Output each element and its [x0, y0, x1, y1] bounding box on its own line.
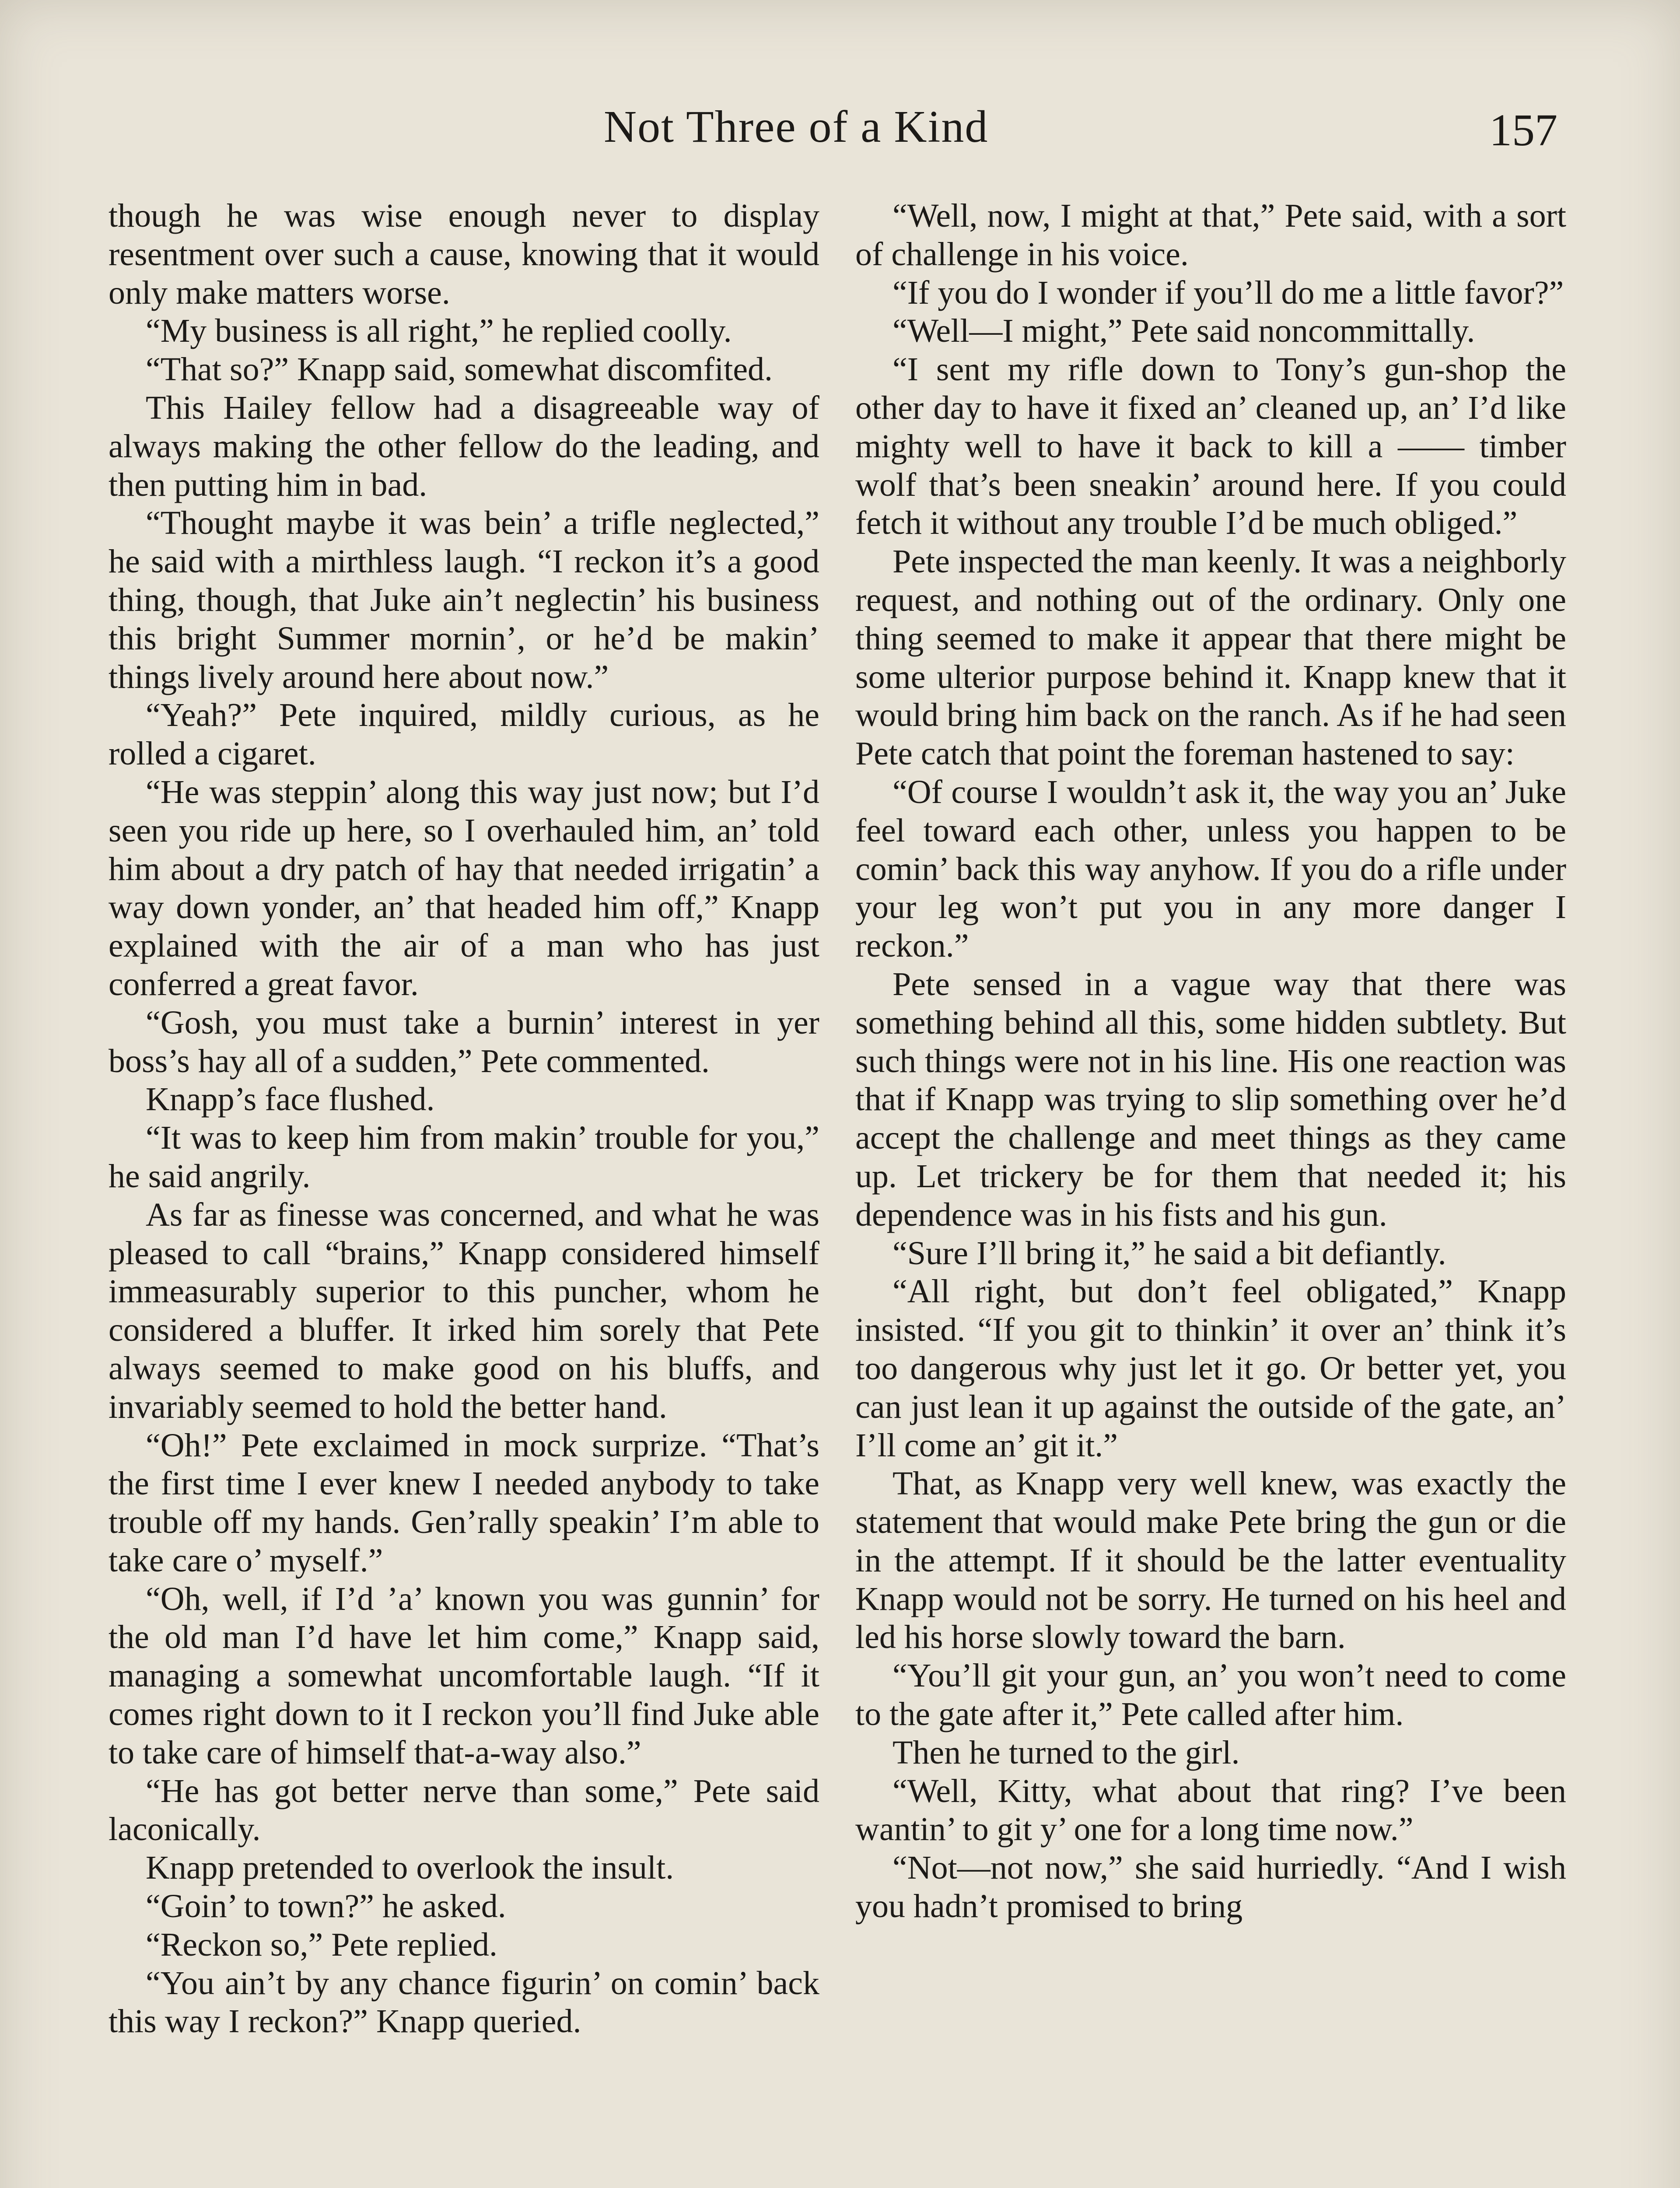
paragraph: “Not—not now,” she said hurriedly. “And I wish you hadn’t promised to bring [855, 1849, 1566, 1925]
page-header [0, 94, 1680, 160]
running-title: Not Three of a Kind [604, 102, 989, 152]
paragraph: “If you do I wonder if you’ll do me a little favor?” [892, 274, 1564, 311]
paragraph: “Oh, well, if I’d ’a’ known you was gunnin’ for the old man I’d have let him come,” Knapp said, managing a somewhat uncomfortable laugh. “If it comes right down to it I reckon you’ll find Juke able to take care of himself that-a-way also.” [108, 1580, 819, 1771]
paragraph: “All right, but don’t feel obligated,” Knapp insisted. “If you git to thinkin’ it over an’ think it’s too dangerous why just let it go. Or better yet, you can just lean it up against the outside of the gate, an’ I’ll come an’ git it.” [855, 1273, 1566, 1464]
page-number: 157 [1489, 105, 1558, 155]
paragraph: “He has got better nerve than some,” Pete said laconically. [108, 1772, 819, 1848]
paragraph: As far as finesse was concerned, and what he was pleased to call “brains,” Knapp considered himself immeasurably superior to this puncher, whom he considered a bluffer. It irked him sorely that Pete always seemed to make good on his bluffs, and invariably seemed to hold the better hand. [108, 1196, 819, 1425]
paragraph: Pete inspected the man keenly. It was a neighborly request, and nothing out of the ordinary. Only one thing seemed to make it appear that there might be some ulterior purpose behind it. Knapp knew that it would bring him back on the ranch. As if he had seen Pete catch that point the foreman hastened to say: [855, 543, 1566, 772]
paragraph: That, as Knapp very well knew, was exactly the statement that would make Pete bring the gun or die in the attempt. If it should be the latter eventuality Knapp would not be sorry. He turned on his heel and led his horse slowly toward the barn. [855, 1465, 1566, 1656]
paragraph: “Well—I might,” Pete said noncommittally. [892, 312, 1475, 350]
paragraph: “Thought maybe it was bein’ a trifle neglected,” he said with a mirthless laugh. “I reckon it’s a good thing, though, that Juke ain’t neglectin’ his business this bright Summer mornin’, or he’d be makin’ things lively around here about now.” [108, 505, 819, 695]
paragraph: Then he turned to the girl. [892, 1734, 1240, 1771]
paragraph: “It was to keep him from makin’ trouble for you,” he said angrily. [108, 1119, 819, 1195]
paragraph: “He was steppin’ along this way just now; but I’d seen you ride up here, so I overhauled him, an’ told him about a dry patch of hay that needed irrigatin’ a way down yonder, an’ that headed him off,” Knapp explained with the air of a man who has just conferred a great favor. [108, 773, 819, 1003]
paragraph: “Gosh, you must take a burnin’ interest in yer boss’s hay all of a sudden,” Pete commented. [108, 1004, 819, 1080]
paragraph: “Reckon so,” Pete replied. [146, 1926, 498, 1963]
right-column [855, 197, 1566, 1926]
paragraph: “You ain’t by any chance figurin’ on comin’ back this way I reckon?” Knapp queried. [108, 1964, 819, 2040]
paragraph: This Hailey fellow had a disagreeable way of always making the other fellow do the leading, and then putting him in bad. [108, 389, 819, 503]
paragraph: “Well, now, I might at that,” Pete said, with a sort of challenge in his voice. [855, 197, 1566, 273]
paragraph: Knapp’s face flushed. [146, 1081, 435, 1118]
paragraph: “I sent my rifle down to Tony’s gun-shop the other day to have it fixed an’ cleaned up, an’ I’d like mighty well to have it back to kill a —— timber wolf that’s been sneakin’ around here. If you could fetch it without any trouble I’d be much obliged.” [855, 351, 1566, 542]
paragraph: Knapp pretended to overlook the insult. [146, 1849, 674, 1886]
paragraph: Pete sensed in a vague way that there was something behind all this, some hidden subtlety. But such things were not in his line. His one reaction was that if Knapp was trying to slip something over he’d accept the challenge and meet things as they came up. Let trickery be for them that needed it; his dependence was in his fists and his gun. [855, 965, 1566, 1233]
left-column [108, 197, 819, 2041]
paragraph: “Yeah?” Pete inquired, mildly curious, as he rolled a cigaret. [108, 697, 819, 772]
paragraph: though he was wise enough never to display resentment over such a cause, knowing that it would only make matters worse. [108, 197, 819, 311]
paragraph: “You’ll git your gun, an’ you won’t need to come to the gate after it,” Pete called after him. [855, 1657, 1566, 1733]
paragraph: “Well, Kitty, what about that ring? I’ve been wantin’ to git y’ one for a long time now.” [855, 1772, 1566, 1848]
paragraph: “My business is all right,” he replied coolly. [146, 312, 732, 350]
paragraph: “That so?” Knapp said, somewhat discomfited. [146, 351, 773, 388]
paragraph: “Oh!” Pete exclaimed in mock surprize. “That’s the first time I ever knew I needed anybody to take trouble off my hands. Gen’rally speakin’ I’m able to take care o’ myself.” [108, 1427, 819, 1579]
paragraph: “Of course I wouldn’t ask it, the way you an’ Juke feel toward each other, unless you happen to be comin’ back this way anyhow. If you do a rifle under your leg won’t put you in any more danger I reckon.” [855, 773, 1566, 964]
paragraph: “Sure I’ll bring it,” he said a bit defiantly. [892, 1234, 1446, 1272]
paragraph: “Goin’ to town?” he asked. [146, 1888, 506, 1925]
